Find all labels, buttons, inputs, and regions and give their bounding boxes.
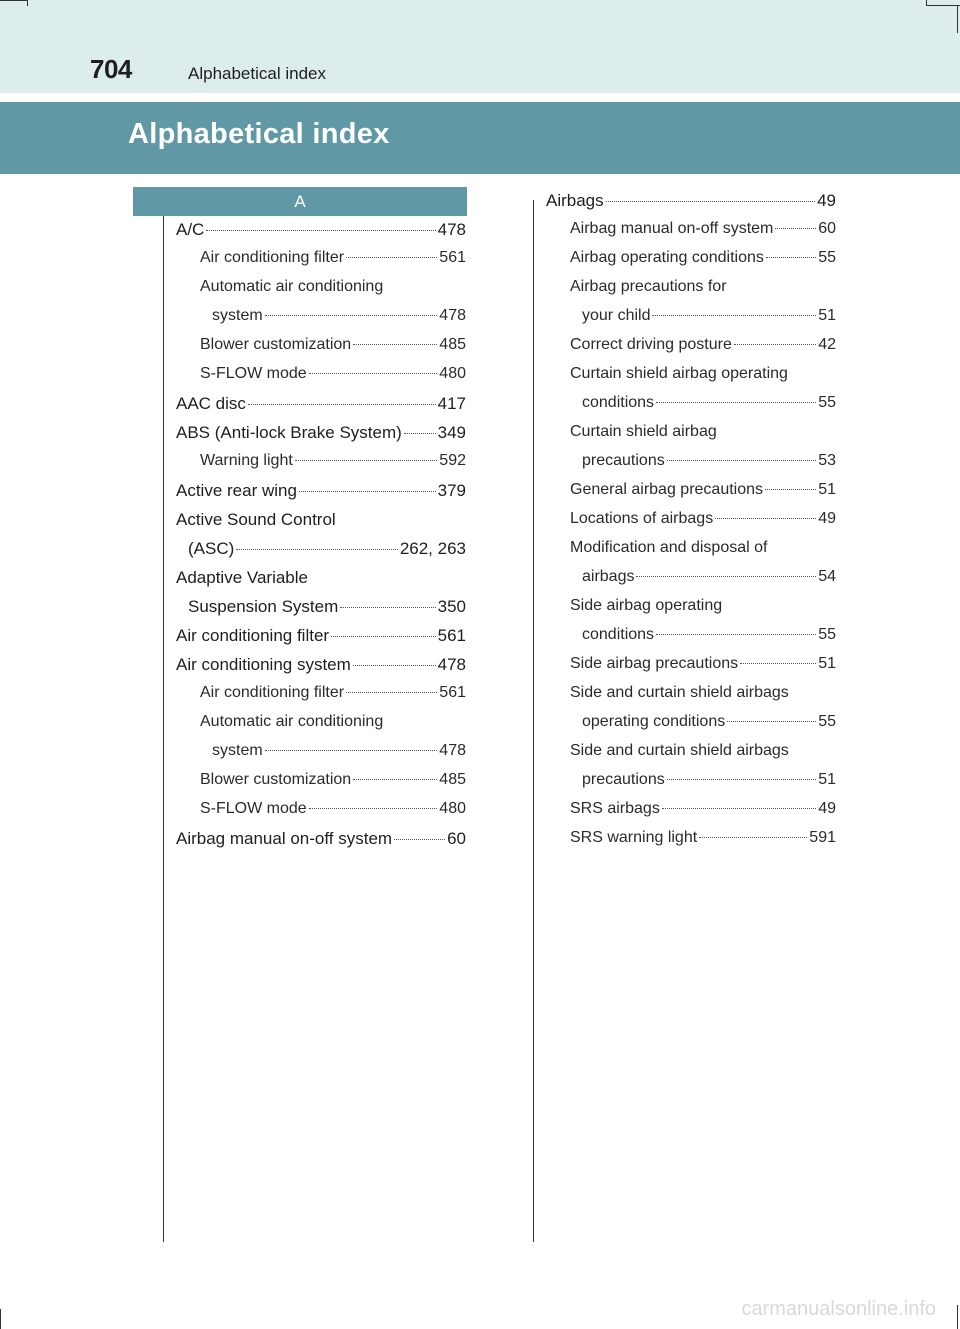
- index-entry-label: (ASC): [188, 539, 235, 558]
- index-entry-page: 60: [818, 220, 836, 237]
- index-entry-page: 60: [447, 829, 466, 848]
- index-entry-page: 417: [437, 394, 466, 413]
- index-entry-label: Blower customization: [200, 771, 352, 788]
- index-entry-page: 480: [439, 365, 466, 382]
- index-entry-label: ABS (Anti-lock Brake System): [176, 423, 402, 442]
- crop-mark: [926, 5, 960, 6]
- index-entry-page: 51: [818, 655, 836, 672]
- index-entry-page: 561: [439, 684, 466, 701]
- dot-leader: [662, 808, 816, 809]
- index-entry-label: Curtain shield airbag: [570, 423, 717, 440]
- index-entry-page: 54: [818, 568, 836, 585]
- index-entry-page: 51: [818, 771, 836, 788]
- index-entry-label: precautions: [582, 452, 665, 469]
- index-entry-page: 55: [818, 394, 836, 411]
- index-entry-page: 478: [437, 220, 466, 239]
- index-entry: [200, 771, 466, 789]
- index-entry: [176, 394, 466, 414]
- index-entry-label: Automatic air conditioning: [200, 278, 384, 295]
- dot-leader: [775, 228, 816, 229]
- index-entry: [582, 771, 836, 789]
- page-number: 704: [90, 54, 132, 84]
- index-entry-label: A/C: [176, 220, 205, 239]
- crop-mark: [957, 1305, 958, 1329]
- index-entry: [546, 191, 836, 211]
- dot-leader: [765, 489, 816, 490]
- index-entry: [176, 481, 466, 501]
- index-entry: [188, 597, 466, 617]
- index-entry: [188, 539, 466, 559]
- index-entry-label: Airbag precautions for: [570, 278, 727, 295]
- dot-leader: [656, 634, 816, 635]
- letter-heading: A: [133, 187, 467, 216]
- index-entry-page: 51: [818, 481, 836, 498]
- dot-leader: [346, 257, 437, 258]
- index-entry-label: Side and curtain shield airbags: [570, 742, 789, 759]
- index-entry-label: Side airbag operating: [570, 597, 723, 614]
- dot-leader: [206, 230, 435, 231]
- index-entry-label: Active rear wing: [176, 481, 297, 500]
- index-entry-page: 49: [817, 191, 836, 210]
- index-entry-label: precautions: [582, 771, 665, 788]
- index-entry-label: SRS airbags: [570, 800, 660, 817]
- index-entry: [200, 249, 466, 267]
- dot-leader: [265, 315, 438, 316]
- index-entry: [570, 220, 836, 238]
- index-entry-label: Active Sound Control: [176, 510, 336, 529]
- index-entry-page: 349: [437, 423, 466, 442]
- index-entry: [582, 626, 836, 644]
- index-entry-page: 591: [809, 829, 836, 846]
- index-entry-page: 51: [818, 307, 836, 324]
- dot-leader: [346, 692, 437, 693]
- index-entry: [570, 336, 836, 354]
- dot-leader: [309, 808, 438, 809]
- page-title: Alphabetical index: [128, 118, 390, 150]
- index-entry-page: 49: [818, 510, 836, 527]
- footer-watermark: carmanualsonline.info: [741, 1298, 936, 1320]
- index-entry: [570, 249, 836, 267]
- index-entry-label: AAC disc: [176, 394, 246, 413]
- dot-leader: [740, 663, 816, 664]
- index-entry-page: 55: [818, 249, 836, 266]
- index-entry: [582, 713, 836, 731]
- index-entry-label: system: [212, 307, 263, 324]
- index-entry: [570, 800, 836, 818]
- dot-leader: [766, 257, 816, 258]
- index-entry: [570, 481, 836, 499]
- index-entry-page: 379: [437, 481, 466, 500]
- dot-leader: [248, 404, 436, 405]
- index-entry-page: 478: [439, 742, 466, 759]
- crop-mark: [0, 1309, 1, 1329]
- index-entry-label: airbags: [582, 568, 635, 585]
- index-entry-page: 478: [437, 655, 466, 674]
- index-entry-label: General airbag precautions: [570, 481, 764, 498]
- index-entry-page: 561: [437, 626, 466, 645]
- index-entry-label: Air conditioning filter: [200, 684, 345, 701]
- index-entry-label: Adaptive Variable: [176, 568, 308, 587]
- dot-leader: [734, 344, 816, 345]
- index-entry: [200, 452, 466, 470]
- index-entry-label: Airbag manual on-off system: [176, 829, 393, 848]
- index-entry-label: SRS warning light: [570, 829, 698, 846]
- index-entry-label: Air conditioning filter: [176, 626, 330, 645]
- index-entry-label: Correct driving posture: [570, 336, 732, 353]
- index-entry: [176, 423, 466, 443]
- index-entry-label: Blower customization: [200, 336, 352, 353]
- index-entry: [200, 800, 466, 818]
- index-entry: [570, 829, 836, 847]
- index-entry-label: conditions: [582, 626, 655, 643]
- dot-leader: [299, 491, 436, 492]
- header-band: [0, 0, 960, 93]
- index-entry-label: Side airbag precautions: [570, 655, 739, 672]
- dot-leader: [353, 779, 437, 780]
- dot-leader: [265, 750, 438, 751]
- index-entry: [582, 307, 836, 325]
- index-entry-page: 485: [439, 336, 466, 353]
- dot-leader: [309, 373, 438, 374]
- index-entry-label: Suspension System: [188, 597, 339, 616]
- index-entry: [176, 655, 466, 675]
- index-entry: [570, 655, 836, 673]
- index-entry-label: your child: [582, 307, 651, 324]
- index-entry-label: Locations of airbags: [570, 510, 714, 527]
- dot-leader: [394, 839, 445, 840]
- index-entry-label: S-FLOW mode: [200, 800, 307, 817]
- crop-mark: [27, 0, 28, 6]
- dot-leader: [699, 837, 807, 838]
- index-entry: [570, 510, 836, 528]
- index-entry-page: 42: [818, 336, 836, 353]
- left-column-rule: [163, 216, 164, 1242]
- index-entry: [200, 336, 466, 354]
- dot-leader: [353, 344, 437, 345]
- dot-leader: [404, 433, 436, 434]
- index-entry-page: 262, 263: [399, 539, 466, 558]
- dot-leader: [340, 607, 435, 608]
- index-entry-label: Automatic air conditioning: [200, 713, 384, 730]
- index-entry-page: 49: [818, 800, 836, 817]
- dot-leader: [606, 201, 815, 202]
- right-column-rule: [533, 200, 534, 1242]
- dot-leader: [727, 721, 816, 722]
- dot-leader: [353, 665, 436, 666]
- index-entry: [200, 365, 466, 383]
- index-entry-page: 350: [437, 597, 466, 616]
- index-entry-label: Curtain shield airbag operating: [570, 365, 788, 382]
- dot-leader: [636, 576, 816, 577]
- dot-leader: [667, 779, 816, 780]
- index-entry-label: Modification and disposal of: [570, 539, 768, 556]
- index-entry-label: Airbag manual on-off system: [570, 220, 774, 237]
- index-entry-label: Air conditioning filter: [200, 249, 345, 266]
- crop-mark: [957, 5, 958, 33]
- index-entry: [176, 626, 466, 646]
- header-section-label: Alphabetical index: [188, 64, 326, 83]
- index-entry: [200, 684, 466, 702]
- dot-leader: [652, 315, 816, 316]
- index-entry: [212, 742, 466, 760]
- dot-leader: [236, 549, 398, 550]
- index-entry-page: 53: [818, 452, 836, 469]
- dot-leader: [295, 460, 438, 461]
- dot-leader: [667, 460, 816, 461]
- index-entry-page: 55: [818, 626, 836, 643]
- index-entry: [176, 829, 466, 849]
- crop-mark: [0, 0, 28, 1]
- index-entry: [582, 394, 836, 412]
- index-entry-page: 478: [439, 307, 466, 324]
- index-entry: [582, 568, 836, 586]
- index-entry-label: operating conditions: [582, 713, 726, 730]
- index-entry-page: 485: [439, 771, 466, 788]
- index-entry-page: 55: [818, 713, 836, 730]
- index-entry-page: 480: [439, 800, 466, 817]
- index-entry-label: Side and curtain shield airbags: [570, 684, 789, 701]
- index-entry-page: 561: [439, 249, 466, 266]
- index-entry-label: system: [212, 742, 263, 759]
- index-entry: [212, 307, 466, 325]
- index-entry-page: 592: [439, 452, 466, 469]
- index-entry-label: Airbags: [546, 191, 604, 210]
- dot-leader: [331, 636, 436, 637]
- index-entry-label: Air conditioning system: [176, 655, 351, 674]
- index-entry-label: Airbag operating conditions: [570, 249, 764, 266]
- index-entry: [176, 220, 466, 240]
- index-entry-label: Warning light: [200, 452, 293, 469]
- index-entry: [582, 452, 836, 470]
- index-entry-label: conditions: [582, 394, 655, 411]
- dot-leader: [715, 518, 816, 519]
- index-entry-label: S-FLOW mode: [200, 365, 307, 382]
- dot-leader: [656, 402, 816, 403]
